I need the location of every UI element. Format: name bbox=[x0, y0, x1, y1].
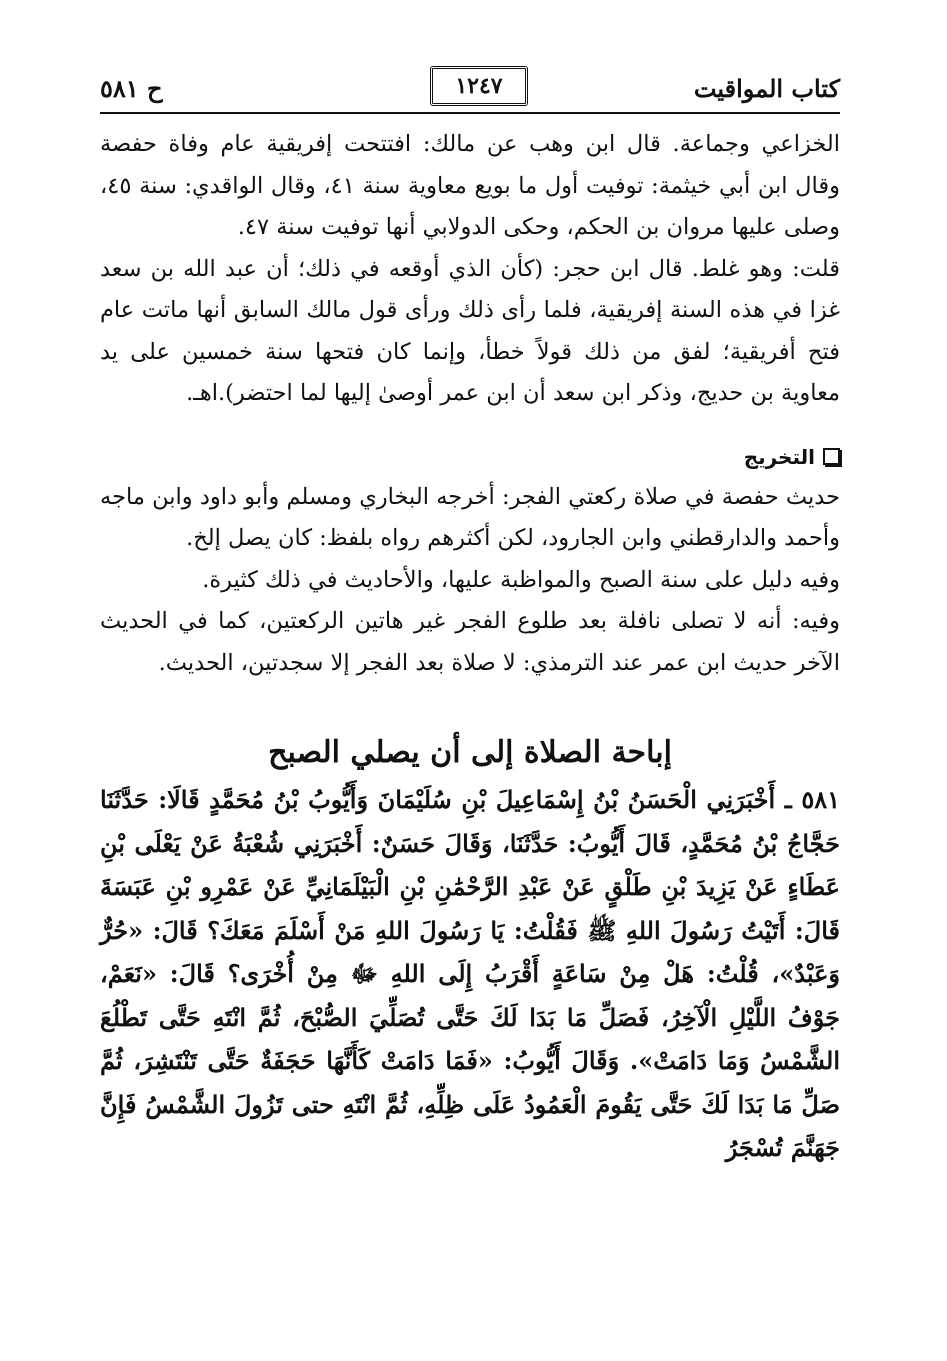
hadith-text: ٥٨١ ـ أَخْبَرَنِي الْحَسَنُ بْنُ إِسْمَاعِيلَ بْنِ سُلَيْمَانَ وَأَيُّوبُ بْنُ مُحَمَّدٍ قَالَا: حَدَّثَنَا حَجَّاجُ بْنُ مُحَمَّدٍ، قَالَ أَيُّوبُ: حَدَّثَنَا، وَقَالَ حَسَنٌ: أَخْبَرَنِي شُعْبَةُ عَنْ يَعْلَى بْنِ عَطَاءٍ عَنْ يَزِيدَ بْنِ طَلْقٍ عَنْ عَبْدِ الرَّحْمَٰنِ بْنِ الْبَيْلَمَانِيِّ عَنْ عَمْرِو بْنِ عَبَسَةَ قَالَ: أَتَيْتُ رَسُولَ اللهِ ﷺ فَقُلْتُ: يَا رَسُولَ اللهِ مَنْ أَسْلَمَ مَعَكَ؟ قَالَ: «حُرٌّ وَعَبْدٌ»، قُلْتُ: هَلْ مِنْ سَاعَةٍ أَقْرَبُ إِلَى اللهِ ﷻ مِنْ أُخْرَى؟ قَالَ: «نَعَمْ، جَوْفُ اللَّيْلِ الْآخِرُ، فَصَلِّ مَا بَدَا لَكَ حَتَّى تُصَلِّيَ الصُّبْحَ، ثُمَّ انْتَهِ حَتَّى تَطْلُعَ الشَّمْسُ وَمَا دَامَتْ». وَقَالَ أَيُّوبُ: «فَمَا دَامَتْ كَأَنَّهَا حَجَفَةٌ حَتَّى تَنْتَشِرَ، ثُمَّ صَلِّ مَا بَدَا لَكَ حَتَّى يَقُومَ الْعَمُودُ عَلَى ظِلِّهِ، ثُمَّ انْتَهِ حتى تَزُولَ الشَّمْسُ فَإِنَّ جَهَنَّمَ تُسْجَرُ bbox=[100, 785, 840, 1162]
book-title: كتاب المواقيت bbox=[693, 74, 840, 103]
running-header bbox=[100, 66, 840, 108]
takhrij-paragraph: وفيه دليل على سنة الصبح والمواظبة عليها، والأحاديث في ذلك كثيرة. bbox=[202, 566, 840, 593]
page-body bbox=[100, 124, 840, 1170]
commentary-paragraph: قلت: وهو غلط. قال ابن حجر: (كأن الذي أوقعه في ذلك؛ أن عبد الله بن سعد غزا في هذه السنة إفريقية، فلما رأى ذلك ورأى قول مالك السابق أنها ماتت عام فتح أفريقية؛ لفق من ذلك قولاً خطأ، وإنما كان فتحها سنة خمسين على يد معاوية بن حديج، وذكر ابن سعد أن ابن عمر أوصىٰ إليها لما احتضر).اهـ. bbox=[100, 255, 840, 406]
takhrij-heading-row bbox=[100, 437, 840, 477]
takhrij-heading: التخريج bbox=[743, 444, 815, 469]
square-bullet-icon bbox=[823, 448, 840, 465]
takhrij-paragraph: حديث حفصة في صلاة ركعتي الفجر: أخرجه البخاري ومسلم وأبو داود وابن ماجه وأحمد والدارقطني وابن الجارود، لكن أكثرهم رواه بلفظ: كان يصل إلخ. bbox=[100, 483, 840, 551]
hadith-text-block bbox=[100, 778, 840, 1170]
page-number: ١٢٤٧ bbox=[455, 73, 503, 99]
commentary-paragraph: الخزاعي وجماعة. قال ابن وهب عن مالك: افتتحت إفريقية عام وفاة حفصة وقال ابن أبي خيثمة: توفيت أول ما بويع معاوية سنة ٤١، وقال الواقدي: سنة ٤٥، وصلى عليها مروان بن الحكم، وحكى الدولابي أنها توفيت سنة ٤٧. bbox=[100, 131, 841, 240]
hadith-reference: ح ٥٨١ bbox=[100, 74, 163, 103]
takhrij-section bbox=[100, 437, 840, 685]
page-number-frame bbox=[430, 66, 528, 106]
header-rule bbox=[100, 112, 840, 114]
chapter-title: إباحة الصلاة إلى أن يصلي الصبح bbox=[268, 735, 672, 770]
commentary-section bbox=[100, 124, 840, 415]
takhrij-paragraph: وفيه: أنه لا تصلى نافلة بعد طلوع الفجر غير هاتين الركعتين، كما في الحديث الآخر حديث ابن عمر عند الترمذي: لا صلاة بعد الفجر إلا سجدتين، الحديث. bbox=[100, 608, 840, 676]
